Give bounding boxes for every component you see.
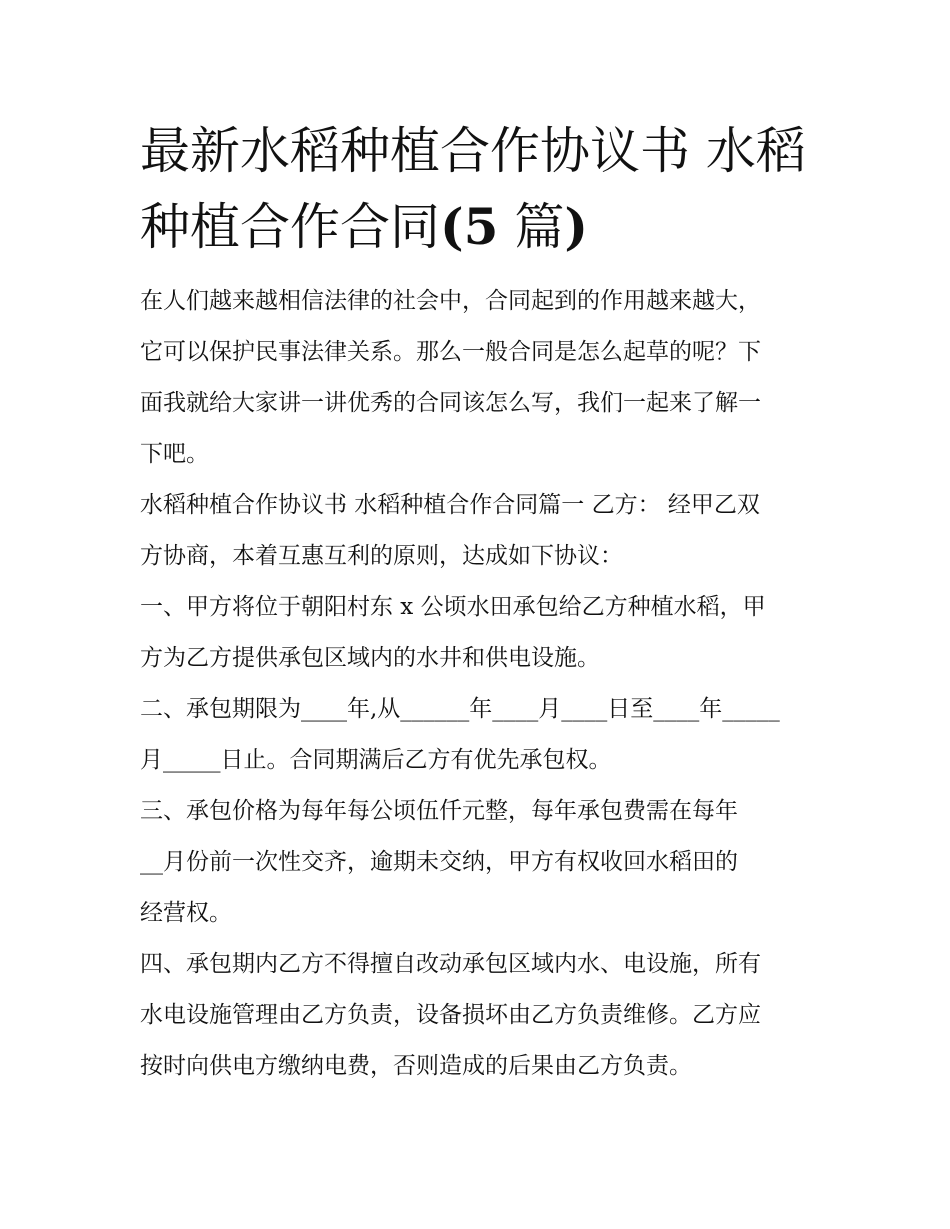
title-count-unit: 篇 (498, 198, 565, 256)
title-line-1: 最新水稻种植合作协议书 水稻 (140, 122, 806, 180)
body-line: 方为乙方提供承包区域内的水井和供电设施。 (140, 645, 600, 671)
body-line: __月份前一次性交齐，逾期未交纳，甲方有权收回水稻田的 (140, 849, 738, 875)
body-line: 在人们越来越相信法律的社会中，合同起到的作用越来越大， (140, 288, 761, 314)
document-title (140, 113, 820, 265)
title-count-close: ) (564, 197, 589, 256)
body-line: 按时向供电方缴纳电费，否则造成的后果由乙方负责。 (140, 1053, 692, 1079)
body-line: 它可以保护民事法律关系。那么一般合同是怎么起草的呢？下 (140, 339, 761, 365)
body-line: 水电设施管理由乙方负责，设备损坏由乙方负责维修。乙方应 (140, 1002, 761, 1028)
body-line: 二、承包期限为____年,从______年____月____日至____年_____ (140, 696, 780, 722)
body-line: 下吧。 (140, 441, 209, 467)
title-count-open: (5 (440, 197, 499, 256)
body-line: 三、承包价格为每年每公顷伍仟元整，每年承包费需在每年 (140, 798, 738, 824)
body-line: 面我就给大家讲一讲优秀的合同该怎么写，我们一起来了解一 (140, 390, 761, 416)
body-line: 月_____日止。合同期满后乙方有优先承包权。 (140, 747, 612, 773)
document-body (140, 276, 820, 1092)
body-line: 一、甲方将位于朝阳村东 x 公顷水田承包给乙方种植水稻，甲 (140, 594, 766, 620)
title-line-2 (140, 189, 820, 265)
body-line: 方协商，本着互惠互利的原则，达成如下协议： (140, 543, 623, 569)
body-line: 经营权。 (140, 900, 232, 926)
body-line: 水稻种植合作协议书 水稻种植合作合同篇一 乙方： 经甲乙双 (140, 492, 760, 518)
body-line: 四、承包期内乙方不得擅自改动承包区域内水、电设施，所有 (140, 951, 761, 977)
title-line-2-prefix: 种植合作合同 (140, 198, 440, 256)
